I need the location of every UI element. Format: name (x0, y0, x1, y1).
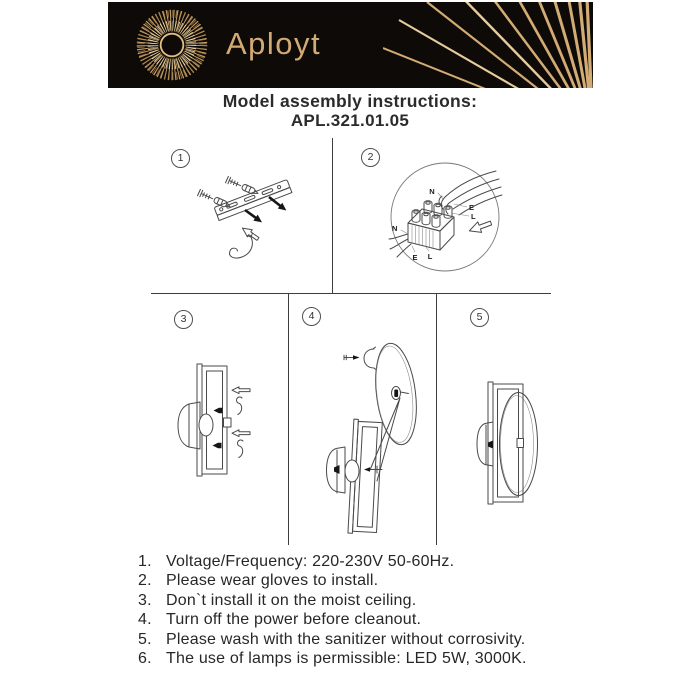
sunburst-logo-icon (130, 3, 214, 87)
frame-clip (517, 439, 524, 448)
step3-frame-screws-diagram (170, 358, 265, 480)
page-title (0, 92, 700, 130)
leader-n-left (401, 230, 408, 234)
wire-label-e-right: E (469, 203, 475, 212)
note-number: 4. (138, 611, 152, 629)
note-number: 3. (138, 591, 152, 609)
title-line1: Model assembly instructions: (222, 91, 478, 111)
note-number: 6. (138, 650, 152, 668)
note-row (138, 591, 598, 610)
note-number: 2. (138, 572, 152, 590)
screw-direction-arrow-2 (243, 207, 264, 225)
screw-head (334, 465, 340, 474)
note-number: 5. (138, 630, 152, 648)
detail-circle (391, 163, 499, 271)
safety-cable (230, 233, 253, 258)
note-row (138, 552, 598, 571)
step-badge-3: 3 (174, 310, 193, 329)
step5-complete-diagram (460, 372, 560, 512)
note-row (138, 630, 598, 649)
model-number: APL.321.01.05 (290, 111, 410, 130)
fixing-wire-2 (237, 440, 243, 458)
step1-bracket-diagram (178, 162, 304, 266)
screw-arrow (344, 355, 360, 359)
divider-vertical-bottom-right (436, 294, 437, 545)
wire-label-n-left: N (392, 224, 398, 233)
leader-n-top (438, 193, 444, 200)
wall-anchor-1 (198, 189, 232, 209)
brand-banner (108, 2, 593, 88)
wire-label-n-top: N (429, 187, 435, 196)
hub-screw (394, 390, 398, 398)
screw-direction-arrow-1 (267, 194, 289, 213)
socket (199, 414, 213, 436)
wire-label-e-bottom: E (412, 253, 418, 262)
note-text: Please wash with the sanitizer without corrosivity. (166, 630, 526, 648)
note-text: Please wear gloves to install. (166, 572, 379, 590)
screw-arrow-1 (232, 387, 250, 394)
step4-disc-diagram (325, 340, 435, 540)
note-row (138, 649, 598, 668)
brand-name: Aployt (226, 26, 322, 61)
divider-vertical-top (332, 138, 333, 294)
note-number: 1. (138, 553, 152, 570)
screw-arrow-2 (232, 430, 250, 437)
frame-clip (224, 418, 232, 427)
insert-direction-arrow (240, 225, 260, 243)
step-badge-4: 4 (302, 307, 321, 326)
wire-label-l-right: L (471, 212, 476, 221)
wall-anchor-2 (226, 176, 260, 196)
step-badge-5: 5 (470, 308, 489, 327)
divider-vertical-bottom-left (288, 294, 289, 545)
step2-wiring-diagram (388, 162, 510, 284)
notes-list (138, 552, 598, 668)
step-badge-2: 2 (361, 148, 380, 167)
note-text: Voltage/Frequency: 220-230V 50-60Hz. (166, 553, 455, 570)
note-text: The use of lamps is permissible: LED 5W, 3000K. (166, 650, 527, 668)
leader-l-right (451, 213, 469, 216)
fixing-wire (364, 347, 377, 370)
leader-e-bottom (412, 246, 415, 252)
ray-fan-decoration (383, 2, 593, 88)
screw-head (488, 441, 493, 449)
screw-head-1 (214, 408, 223, 414)
divider-horizontal (151, 293, 551, 294)
screw-head-2 (213, 443, 222, 449)
fixing-wire-1 (236, 397, 242, 415)
note-text: Don`t install it on the moist ceiling. (166, 591, 417, 609)
note-row (138, 571, 598, 590)
socket (345, 460, 359, 482)
step-badge-1: 1 (171, 149, 190, 168)
wire-label-l-bottom: L (427, 252, 433, 261)
terminal-block (408, 201, 454, 250)
note-row (138, 610, 598, 629)
note-text: Turn off the power before cleanout. (166, 611, 422, 629)
